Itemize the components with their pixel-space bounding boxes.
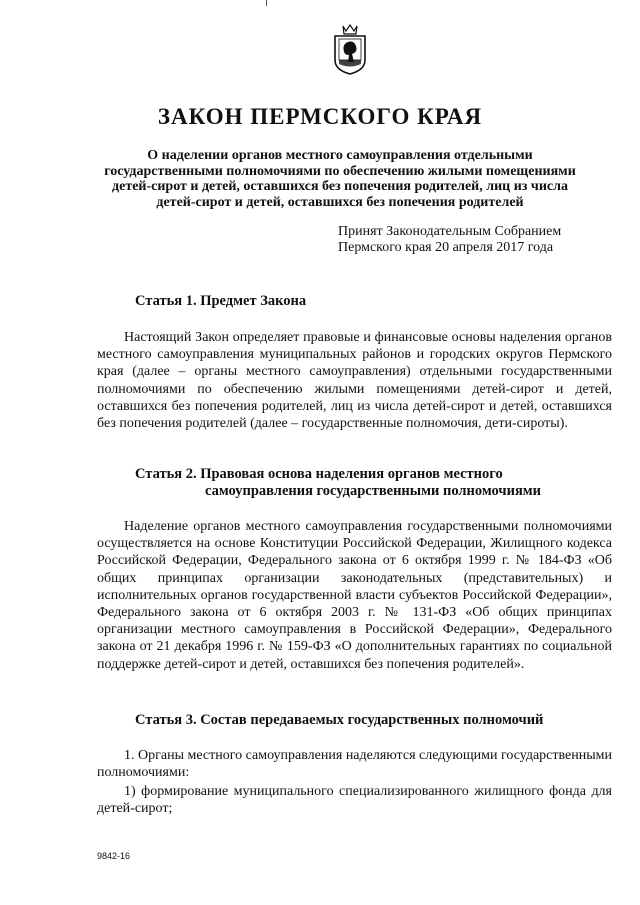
article1-text: Настоящий Закон определяет правовые и финансовые основы наделения органов местного самоуправления муниципальных районов и городских округов Пермского края (далее – органы местного самоуправления) отдельными государственными полномочиями по обеспечению жилыми помещениями детей-сирот и детей, оставшихся без попечения родителей, лиц из числа детей-сирот и детей, оставшихся без попечения родителей (далее – государственные полномочия, дети-сироты). — [97, 330, 612, 432]
article2-heading-line1: Статья 2. Правовая основа наделения органов местного — [135, 466, 503, 482]
document-subtitle: О наделении органов местного самоуправления отдельными государственными полномочиями по обеспечению жилыми помещениями детей-сирот и детей, оставшихся без попечения родителей, лиц из числа детей-сирот и детей, оставшихся без попечения родителей — [104, 148, 576, 210]
article2-text: Наделение органов местного самоуправления государственными полномочиями осуществляется на основе Конституции Российской Федерации, Жилищного кодекса Российской Федерации, Федерального закона от 6 октября 1999 г. № 184-ФЗ «Об общих принципах организации законодательных (представительных) и исполнительных органов государственной власти субъектов Российской Федерации», Федерального закона от 6 октября 2003 г. № 131-ФЗ «Об общих принципах организации местного самоуправления в Российской Федерации», Федерального закона от 21 декабря 1996 г. № 159-ФЗ «О дополнительных гарантиях по социальной поддержке детей-сирот и детей, оставшихся без попечения родителей». — [97, 519, 612, 672]
article3-item1: 1. Органы местного самоуправления наделяются следующими государственными полномочиями: — [97, 748, 612, 781]
document-title: ЗАКОН ПЕРМСКОГО КРАЯ — [157, 104, 483, 129]
perm-krai-emblem-icon — [330, 22, 370, 76]
article2-heading-line2: самоуправления государственными полномочиями — [205, 483, 542, 499]
footer-code: 9842-16 — [97, 851, 131, 861]
article1-heading: Статья 1. Предмет Закона — [135, 293, 307, 309]
adoption-note-line2: Пермского края 20 апреля 2017 года — [338, 240, 554, 255]
adoption-note — [338, 224, 598, 256]
scan-mark — [266, 0, 267, 6]
article2-heading — [135, 466, 541, 500]
article3-heading: Статья 3. Состав передаваемых государственных полномочий — [135, 712, 544, 728]
article3-item1-1: 1) формирование муниципального специализированного жилищного фонда для детей-сирот; — [97, 784, 612, 817]
adoption-note-line1: Принят Законодательным Собранием — [338, 224, 562, 239]
